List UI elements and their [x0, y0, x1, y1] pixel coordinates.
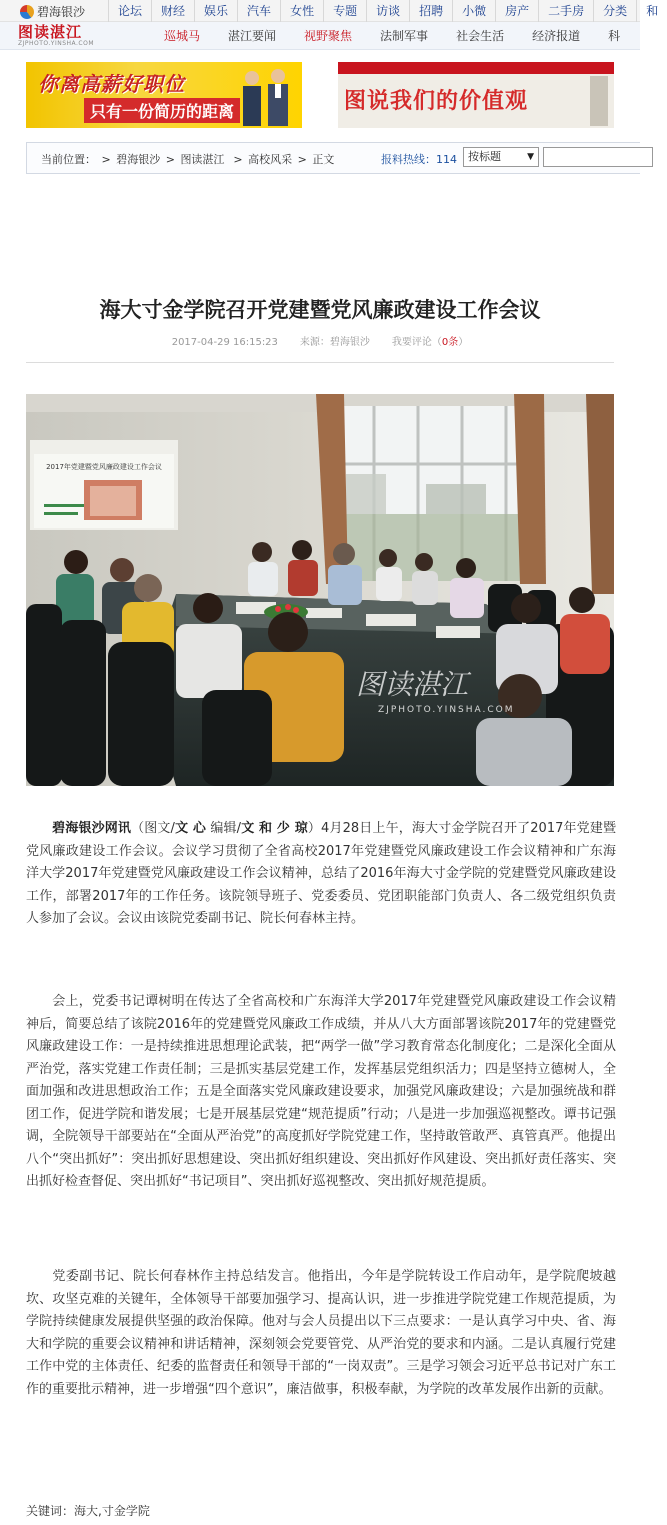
channel-nav-item[interactable]: 巡城马 [164, 29, 201, 43]
channel-logo[interactable] [18, 24, 118, 48]
business-people-icon [238, 66, 296, 126]
breadcrumb-label: 当前位置： [41, 153, 96, 166]
article-paragraph [26, 818, 616, 931]
top-nav-item[interactable]: 小微 [452, 0, 495, 22]
comment-link[interactable] [392, 337, 468, 348]
article-meta [0, 333, 640, 348]
breadcrumb-item: 正文 [312, 153, 335, 166]
top-nav-item[interactable]: 财经 [151, 0, 194, 22]
job-ad-banner[interactable] [26, 62, 302, 128]
meeting-room-photo [26, 394, 614, 786]
top-nav-item[interactable]: 访谈 [366, 0, 409, 22]
breadcrumb-separator: > [297, 153, 307, 166]
site-logo-icon [20, 5, 34, 19]
top-nav-item[interactable]: 房产 [495, 0, 538, 22]
breadcrumb-separator: > [165, 153, 175, 166]
projector-screen-title: 2017年党建暨党风廉政建设工作会议 [46, 463, 162, 471]
channel-nav-bar [0, 22, 640, 50]
comment-link-prefix: 我要评论（ [391, 337, 442, 348]
title-divider [26, 362, 614, 363]
site-name: 碧海银沙 [37, 5, 86, 19]
job-ad-headline: 你离高薪好职位 [38, 72, 185, 96]
search-input[interactable] [543, 147, 653, 167]
channel-nav-item[interactable]: 科 [608, 29, 621, 43]
top-nav-links [108, 0, 667, 22]
monument-icon [590, 76, 608, 126]
breadcrumb-item[interactable]: 碧海银沙 [116, 153, 161, 166]
article-paragraph [26, 991, 616, 1194]
breadcrumb-bar [26, 142, 640, 174]
breadcrumb-item[interactable]: 图读湛江 [180, 153, 225, 166]
values-ad-text: 图说我们的价值观 [344, 89, 529, 114]
search-type-value: 按标题 [468, 150, 501, 163]
job-ad-subline: 只有一份简历的距离 [84, 98, 240, 123]
article-keywords: 关键词：海大,寸金学院 [26, 1504, 150, 1518]
top-nav-item[interactable]: 二手房 [538, 0, 593, 22]
lead-source: 碧海银沙网讯 [52, 821, 132, 836]
lead-credit-editor: 文 和 少 琼 [241, 821, 308, 836]
channel-nav-item[interactable]: 法制军事 [380, 29, 429, 43]
top-nav-item[interactable]: 和 [636, 0, 667, 22]
top-nav-item[interactable]: 汽车 [237, 0, 280, 22]
breadcrumb [41, 151, 336, 167]
top-nav-item[interactable]: 娱乐 [194, 0, 237, 22]
breadcrumb-separator: > [101, 153, 111, 166]
lead-credit-author: 文 心 [174, 821, 207, 836]
article-title: 海大寸金学院召开党建暨党风廉政建设工作会议 [99, 298, 541, 322]
article-photo [26, 394, 614, 786]
chevron-down-icon: ▼ [527, 152, 534, 162]
values-ad-banner[interactable] [338, 62, 614, 128]
site-logo[interactable] [20, 3, 85, 20]
channel-nav-item[interactable]: 湛江要闻 [228, 29, 277, 43]
hotline-label: 报料热线： [381, 153, 436, 166]
article-source: 来源：碧海银沙 [299, 337, 370, 348]
top-nav-bar [0, 0, 659, 22]
channel-logo-text: 图读湛江 [18, 23, 83, 41]
hotline [381, 151, 457, 167]
top-nav-item[interactable]: 分类 [593, 0, 636, 22]
lead-credit-close: ） [307, 821, 322, 836]
channel-nav-links [150, 22, 634, 50]
paragraph-text: 会上，党委书记谭树明在传达了全省高校和广东海洋大学2017年党建暨党风廉政建设工作会议精神后，简要总结了该院2016年的党建暨党风廉政工作成绩，并从八大方面部署该院2017年的党建暨党风廉政建设工作：一是持续推进思想理论武装，把“两学一做”学习教育常态化制度化；二是深化全面从严治党，落实党建工作责任制；三是抓实基层党建工作，发挥基层党组织活力；四是坚持立德树人，全面加强和改进思想政治工作；五是全面落实党风廉政建设要求，加强党风廉政建设；六是加强统战和群团工作，促进学院和谐发展；七是开展基层党建“规范提质”行动；八是进一步加强巡视整改。谭书记强调，全院领导干部要站在“全面从严治党”的高度抓好学院党建工作，坚持敢管敢严、真管真严。他提出八个“突出抓好”：突出抓好思想建设、突出抓好组织建设、突出抓好作风建设、突出抓好责任落实、突出抓好检查督促、突出抓好“书记项目”、突出抓好巡视整改、突出抓好规范提质。 [26, 994, 616, 1189]
comment-count: 0条 [441, 337, 459, 348]
search-type-select[interactable] [463, 147, 539, 167]
channel-logo-url: ZJPHOTO.YINSHA.COM [18, 40, 95, 47]
values-ad-stripe [338, 62, 614, 74]
breadcrumb-separator: > [229, 153, 243, 166]
paragraph-text: 党委副书记、院长何春林作主持总结发言。他指出，今年是学院转设工作启动年，是学院爬坡越坎、攻坚克难的关键年，全体领导干部要加强学习、提高认识，进一步推进学院党建工作规范提质，为学院持续健康发展提供坚强的政治保障。他对与会人员提出以下三点要求：一是认真学习中央、省、海大和学院的重要会议精神和讲话精神，深刻领会党要管党、从严治党的要求和内涵。二是认真履行党建工作中党的主体责任、纪委的监督责任和领导干部的“一岗双责”。三是学习领会习近平总书记对广东工作的重要批示精神，进一步增强“四个意识”，廉洁做事，积极奉献，为学院的改革发展作出新的贡献。 [26, 1269, 616, 1397]
top-nav-item[interactable]: 论坛 [108, 0, 151, 22]
article-paragraph [26, 1266, 616, 1401]
article-datetime: 2017-04-29 16:15:23 [171, 337, 278, 348]
breadcrumb-item[interactable]: 高校风采 [248, 153, 293, 166]
channel-nav-item[interactable]: 社会生活 [456, 29, 505, 43]
paragraph-text: 4月28日上午，海大寸金学院召开了2017年党建暨党风廉政建设工作会议。会议学习贯彻了全省高校2017年党建暨党风廉政建设工作会议精神和广东海洋大学2017年党建暨党风廉政建设工作会议精神，总结了2016年海大寸金学院的党建暨党风廉政建设工作，部署2017年的工作任务。该院领导班子、党委委员、党团职能部门负责人、各二级党组织负责人参加了会议。会议由该院党委副书记、院长何春林主持。 [26, 821, 616, 926]
channel-nav-item[interactable]: 视野聚焦 [304, 29, 353, 43]
hotline-number: 114 [436, 153, 457, 166]
top-nav-item[interactable]: 女性 [280, 0, 323, 22]
lead-credit-open: （图文/ [131, 821, 175, 836]
channel-nav-item[interactable]: 经济报道 [532, 29, 581, 43]
lead-credit-mid: 编辑/ [206, 821, 242, 836]
photo-watermark-url: ZJPHOTO.YINSHA.COM [378, 705, 515, 715]
top-nav-item[interactable]: 招聘 [409, 0, 452, 22]
top-nav-item[interactable]: 专题 [323, 0, 366, 22]
comment-link-suffix: ） [458, 337, 469, 348]
photo-watermark-text: 图读湛江 [356, 668, 469, 701]
